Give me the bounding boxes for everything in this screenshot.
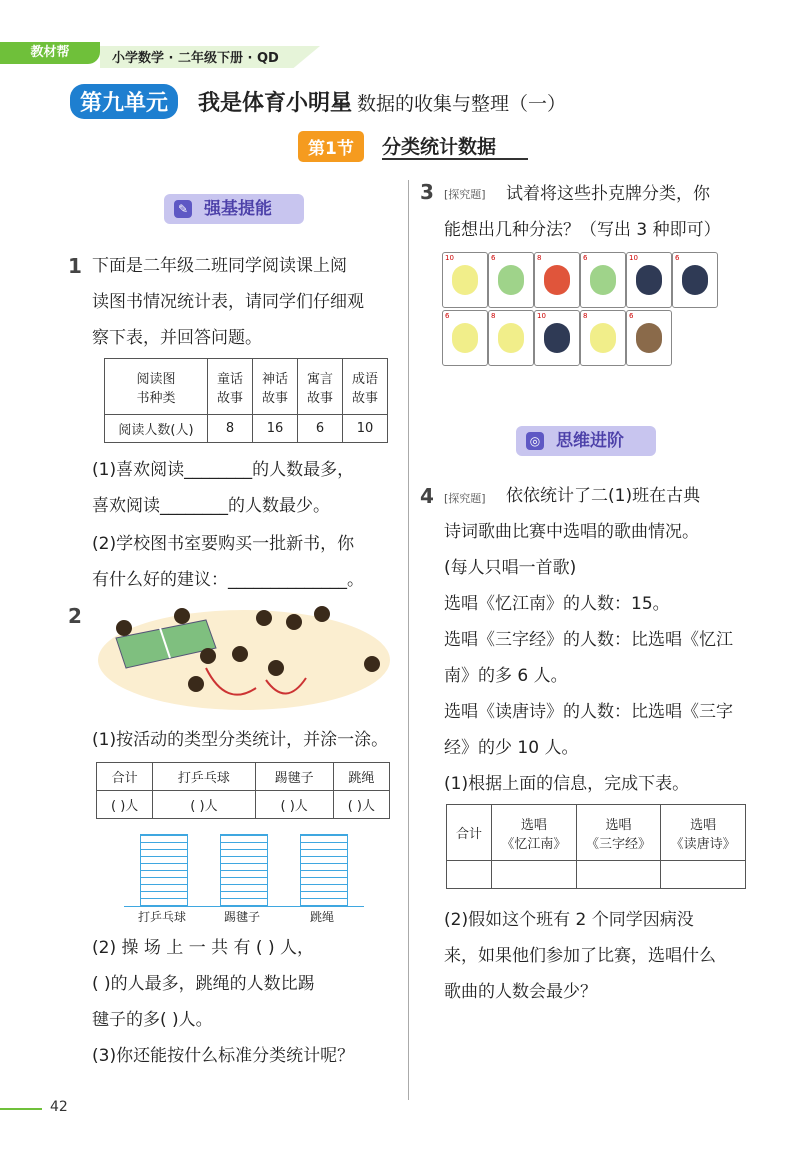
table-header-cell: 寓言 故事 — [298, 359, 343, 415]
book-series: 小学数学 · 二年级下册 · QD — [112, 51, 279, 66]
pill-label: 强基提能 — [204, 199, 272, 219]
q3-text-line2: 能想出几种分法？（写出 3 种即可） — [444, 220, 721, 240]
table-header-cell: 合计 — [97, 763, 153, 791]
q4-line: (每人只唱一首歌) — [444, 558, 577, 578]
q2-part3: (3)你还能按什么标准分类统计呢？ — [92, 1046, 355, 1066]
bar-column[interactable] — [300, 834, 348, 906]
bar-chart-blank — [124, 834, 364, 906]
table-header-cell: 选唱 《读唐诗》 — [661, 805, 746, 861]
playing-card[interactable]: 10 — [626, 252, 672, 308]
question-number: 2 — [68, 604, 82, 628]
q4-line: 选唱《忆江南》的人数：15。 — [444, 594, 670, 614]
table-cell: 6 — [298, 415, 343, 443]
pill-label: 思维进阶 — [556, 431, 624, 451]
playing-card[interactable]: 6 — [580, 252, 626, 308]
table-header-cell: 踢毽子 — [255, 763, 333, 791]
table-header-cell: 打乒乓球 — [153, 763, 255, 791]
q1-part1b: 喜欢阅读________的人数最少。 — [92, 496, 330, 516]
q3-text-line1: 试着将这些扑克牌分类，你 — [506, 184, 710, 204]
answer-cell[interactable] — [576, 861, 661, 889]
q4-line: 选唱《读唐诗》的人数：比选唱《三字 — [444, 702, 733, 722]
unit-subtitle: — 数据的收集与整理（一） — [332, 93, 567, 115]
duck-icon — [590, 323, 616, 353]
q4-line: 歌曲的人数会最少？ — [444, 982, 597, 1002]
penguin-icon — [682, 265, 708, 295]
table-header-cell: 选唱 《忆江南》 — [492, 805, 577, 861]
bear-icon — [636, 323, 662, 353]
answer-cell[interactable]: ( )人 — [333, 791, 389, 819]
table-header-cell: 跳绳 — [333, 763, 389, 791]
activity-table — [96, 762, 390, 819]
question-tag: [探究题] — [444, 188, 486, 201]
q4-line: 依依统计了二(1)班在古典 — [506, 486, 701, 506]
card-row — [442, 252, 712, 308]
playing-card[interactable]: 8 — [534, 252, 580, 308]
q1-part2a: (2)学校图书室要购买一批新书，你 — [92, 534, 355, 554]
question-tag: [探究题] — [444, 492, 486, 505]
answer-cell[interactable]: ( )人 — [97, 791, 153, 819]
unit-title: 我是体育小明星 — [198, 91, 353, 116]
column-divider — [408, 180, 409, 1100]
q1-part1a: (1)喜欢阅读________的人数最多， — [92, 460, 355, 480]
q1-text-line2: 读图书情况统计表，请同学们仔细观 — [92, 292, 364, 312]
q4-line: 诗词歌曲比赛中选唱的歌曲情况。 — [444, 522, 699, 542]
section-title: 分类统计数据 — [382, 136, 497, 158]
pencil-icon: ✎ — [174, 200, 192, 218]
q4-line: (1)根据上面的信息，完成下表。 — [444, 774, 690, 794]
unit-tag: 第九单元 — [70, 84, 178, 119]
q4-line: 来，如果他们参加了比赛，选唱什么 — [444, 946, 716, 966]
playing-card[interactable]: 6 — [442, 310, 488, 366]
q4-line: (2)假如这个班有 2 个同学因病没 — [444, 910, 694, 930]
answer-cell[interactable]: ( )人 — [153, 791, 255, 819]
q1-text-line3: 察下表，并回答问题。 — [92, 328, 262, 348]
frog-icon — [498, 265, 524, 295]
lobster-icon — [544, 265, 570, 295]
row-label: 阅读人数(人) — [105, 415, 208, 443]
bar-label: 踢毽子 — [224, 910, 261, 924]
duck-icon — [452, 323, 478, 353]
table-header-cell: 神话 故事 — [253, 359, 298, 415]
reading-table — [104, 358, 388, 443]
table-cell: 8 — [208, 415, 253, 443]
question-number: 3 — [420, 180, 434, 204]
bar-label: 跳绳 — [310, 910, 335, 924]
section-tag: 第1节 — [298, 131, 364, 162]
q2-part2b: ( )的人最多，跳绳的人数比踢 — [92, 974, 315, 994]
q1-text-line1: 下面是二年级二班同学阅读课上阅 — [92, 256, 347, 276]
duck-icon — [498, 323, 524, 353]
table-header-cell: 阅读图 书种类 — [105, 359, 208, 415]
pill-foundation — [164, 194, 304, 224]
card-row — [442, 310, 712, 366]
playing-card[interactable]: 10 — [442, 252, 488, 308]
bar-label: 打乒乓球 — [138, 910, 187, 924]
playing-card[interactable]: 10 — [534, 310, 580, 366]
question-number: 4 — [420, 484, 434, 508]
penguin-icon — [544, 323, 570, 353]
song-table — [446, 804, 746, 889]
q1-part2b: 有什么好的建议：______________。 — [92, 570, 364, 590]
bar-baseline — [124, 906, 364, 907]
page-number: 42 — [50, 1099, 68, 1115]
table-header-cell: 选唱 《三字经》 — [576, 805, 661, 861]
duck-icon — [452, 265, 478, 295]
playing-card[interactable]: 6 — [626, 310, 672, 366]
footer-accent — [0, 1108, 42, 1110]
answer-cell[interactable] — [447, 861, 492, 889]
bar-column[interactable] — [220, 834, 268, 906]
bar-column[interactable] — [140, 834, 188, 906]
medal-icon: ◎ — [526, 432, 544, 450]
table-header-cell: 童话 故事 — [208, 359, 253, 415]
q4-line: 经》的少 10 人。 — [444, 738, 579, 758]
table-cell: 16 — [253, 415, 298, 443]
table-header-cell: 合计 — [447, 805, 492, 861]
q4-line: 南》的多 6 人。 — [444, 666, 568, 686]
frog-icon — [590, 265, 616, 295]
playground-illustration — [96, 598, 392, 712]
answer-cell[interactable] — [661, 861, 746, 889]
question-number: 1 — [68, 254, 82, 278]
answer-cell[interactable]: ( )人 — [255, 791, 333, 819]
playing-card[interactable]: 8 — [580, 310, 626, 366]
q2-part2a: (2) 操 场 上 一 共 有 ( ) 人， — [92, 938, 314, 958]
section-underline — [382, 158, 528, 160]
header-badge: 教材帮 — [0, 42, 100, 64]
table-header-cell: 成语 故事 — [343, 359, 388, 415]
playing-card[interactable]: 8 — [488, 310, 534, 366]
playing-card[interactable]: 6 — [672, 252, 718, 308]
penguin-icon — [636, 265, 662, 295]
q2-part1: (1)按活动的类型分类统计，并涂一涂。 — [92, 730, 389, 750]
q4-line: 选唱《三字经》的人数：比选唱《忆江 — [444, 630, 733, 650]
playing-card[interactable]: 6 — [488, 252, 534, 308]
table-cell: 10 — [343, 415, 388, 443]
pill-advanced — [516, 426, 656, 456]
answer-cell[interactable] — [492, 861, 577, 889]
q2-part2c: 毽子的多( )人。 — [92, 1010, 213, 1030]
